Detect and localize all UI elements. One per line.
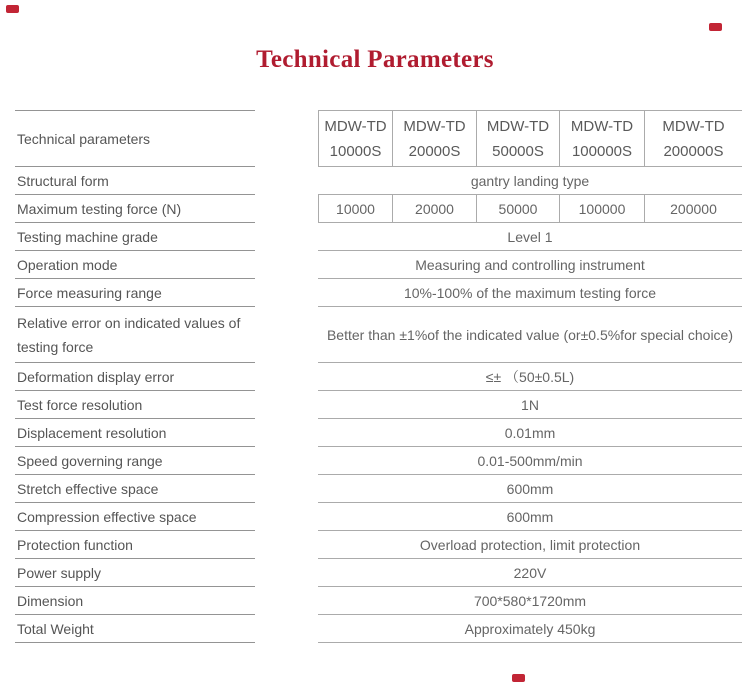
- param-label: Testing machine grade: [15, 223, 255, 251]
- value-row: Level 1: [318, 223, 742, 251]
- value-row: 1N: [318, 391, 742, 419]
- parameter-value-table: [318, 110, 742, 643]
- param-label: Protection function: [15, 531, 255, 559]
- max-force-cell: 20000: [393, 195, 477, 222]
- max-force-cell: 10000: [319, 195, 393, 222]
- model-header-cell: [393, 111, 477, 166]
- value-row: Measuring and controlling instrument: [318, 251, 742, 279]
- value-row: Overload protection, limit protection: [318, 531, 742, 559]
- red-mark-icon: [709, 23, 722, 31]
- model-header-cell: [477, 111, 560, 166]
- value-row: 10%-100% of the maximum testing force: [318, 279, 742, 307]
- max-force-cell: 200000: [670, 200, 717, 217]
- model-code: 50000S: [492, 142, 544, 160]
- param-label-header: Technical parameters: [15, 111, 255, 167]
- model-series: MDW-TD: [662, 117, 725, 135]
- value-row: 0.01mm: [318, 419, 742, 447]
- value-row: 220V: [318, 559, 742, 587]
- param-label: Dimension: [15, 587, 255, 615]
- param-label: Power supply: [15, 559, 255, 587]
- param-label: Relative error on indicated values of testing force: [15, 307, 255, 363]
- model-series: MDW-TD: [486, 117, 550, 135]
- param-label: Test force resolution: [15, 391, 255, 419]
- model-code: 200000S: [663, 142, 724, 160]
- model-code: 20000S: [408, 142, 461, 160]
- param-label: Force measuring range: [15, 279, 255, 307]
- model-header-cell: [645, 111, 742, 166]
- param-label: Maximum testing force (N): [15, 195, 255, 223]
- value-row: ≤± （50±0.5L): [318, 363, 742, 391]
- model-code: 10000S: [329, 142, 382, 160]
- model-series: MDW-TD: [570, 117, 634, 135]
- param-label: Speed governing range: [15, 447, 255, 475]
- value-row: 0.01-500mm/min: [318, 447, 742, 475]
- param-label: Total Weight: [15, 615, 255, 643]
- model-header-row: [318, 111, 742, 167]
- value-row: gantry landing type: [318, 167, 742, 195]
- param-label: Displacement resolution: [15, 419, 255, 447]
- model-header-cell: [319, 111, 393, 166]
- param-label: Operation mode: [15, 251, 255, 279]
- value-row: 600mm: [318, 503, 742, 531]
- parameter-name-column: [15, 110, 255, 643]
- value-row: Approximately 450kg: [318, 615, 742, 643]
- param-label: Stretch effective space: [15, 475, 255, 503]
- page-title: Technical Parameters: [256, 46, 494, 73]
- param-label: Structural form: [15, 167, 255, 195]
- max-force-row: [318, 195, 742, 223]
- value-row: Better than ±1%of the indicated value (or±0.5%for special choice): [318, 307, 742, 363]
- param-label: Deformation display error: [15, 363, 255, 391]
- model-header-cell: [560, 111, 645, 166]
- model-series: MDW-TD: [403, 117, 466, 135]
- value-row: 600mm: [318, 475, 742, 503]
- max-force-cell: 100000: [560, 195, 645, 222]
- max-force-cell: 50000: [477, 195, 560, 222]
- red-mark-icon: [6, 5, 19, 13]
- value-row: 700*580*1720mm: [318, 587, 742, 615]
- model-series: MDW-TD: [324, 117, 387, 135]
- red-mark-icon: [512, 674, 525, 682]
- param-label: Compression effective space: [15, 503, 255, 531]
- model-code: 100000S: [571, 142, 633, 160]
